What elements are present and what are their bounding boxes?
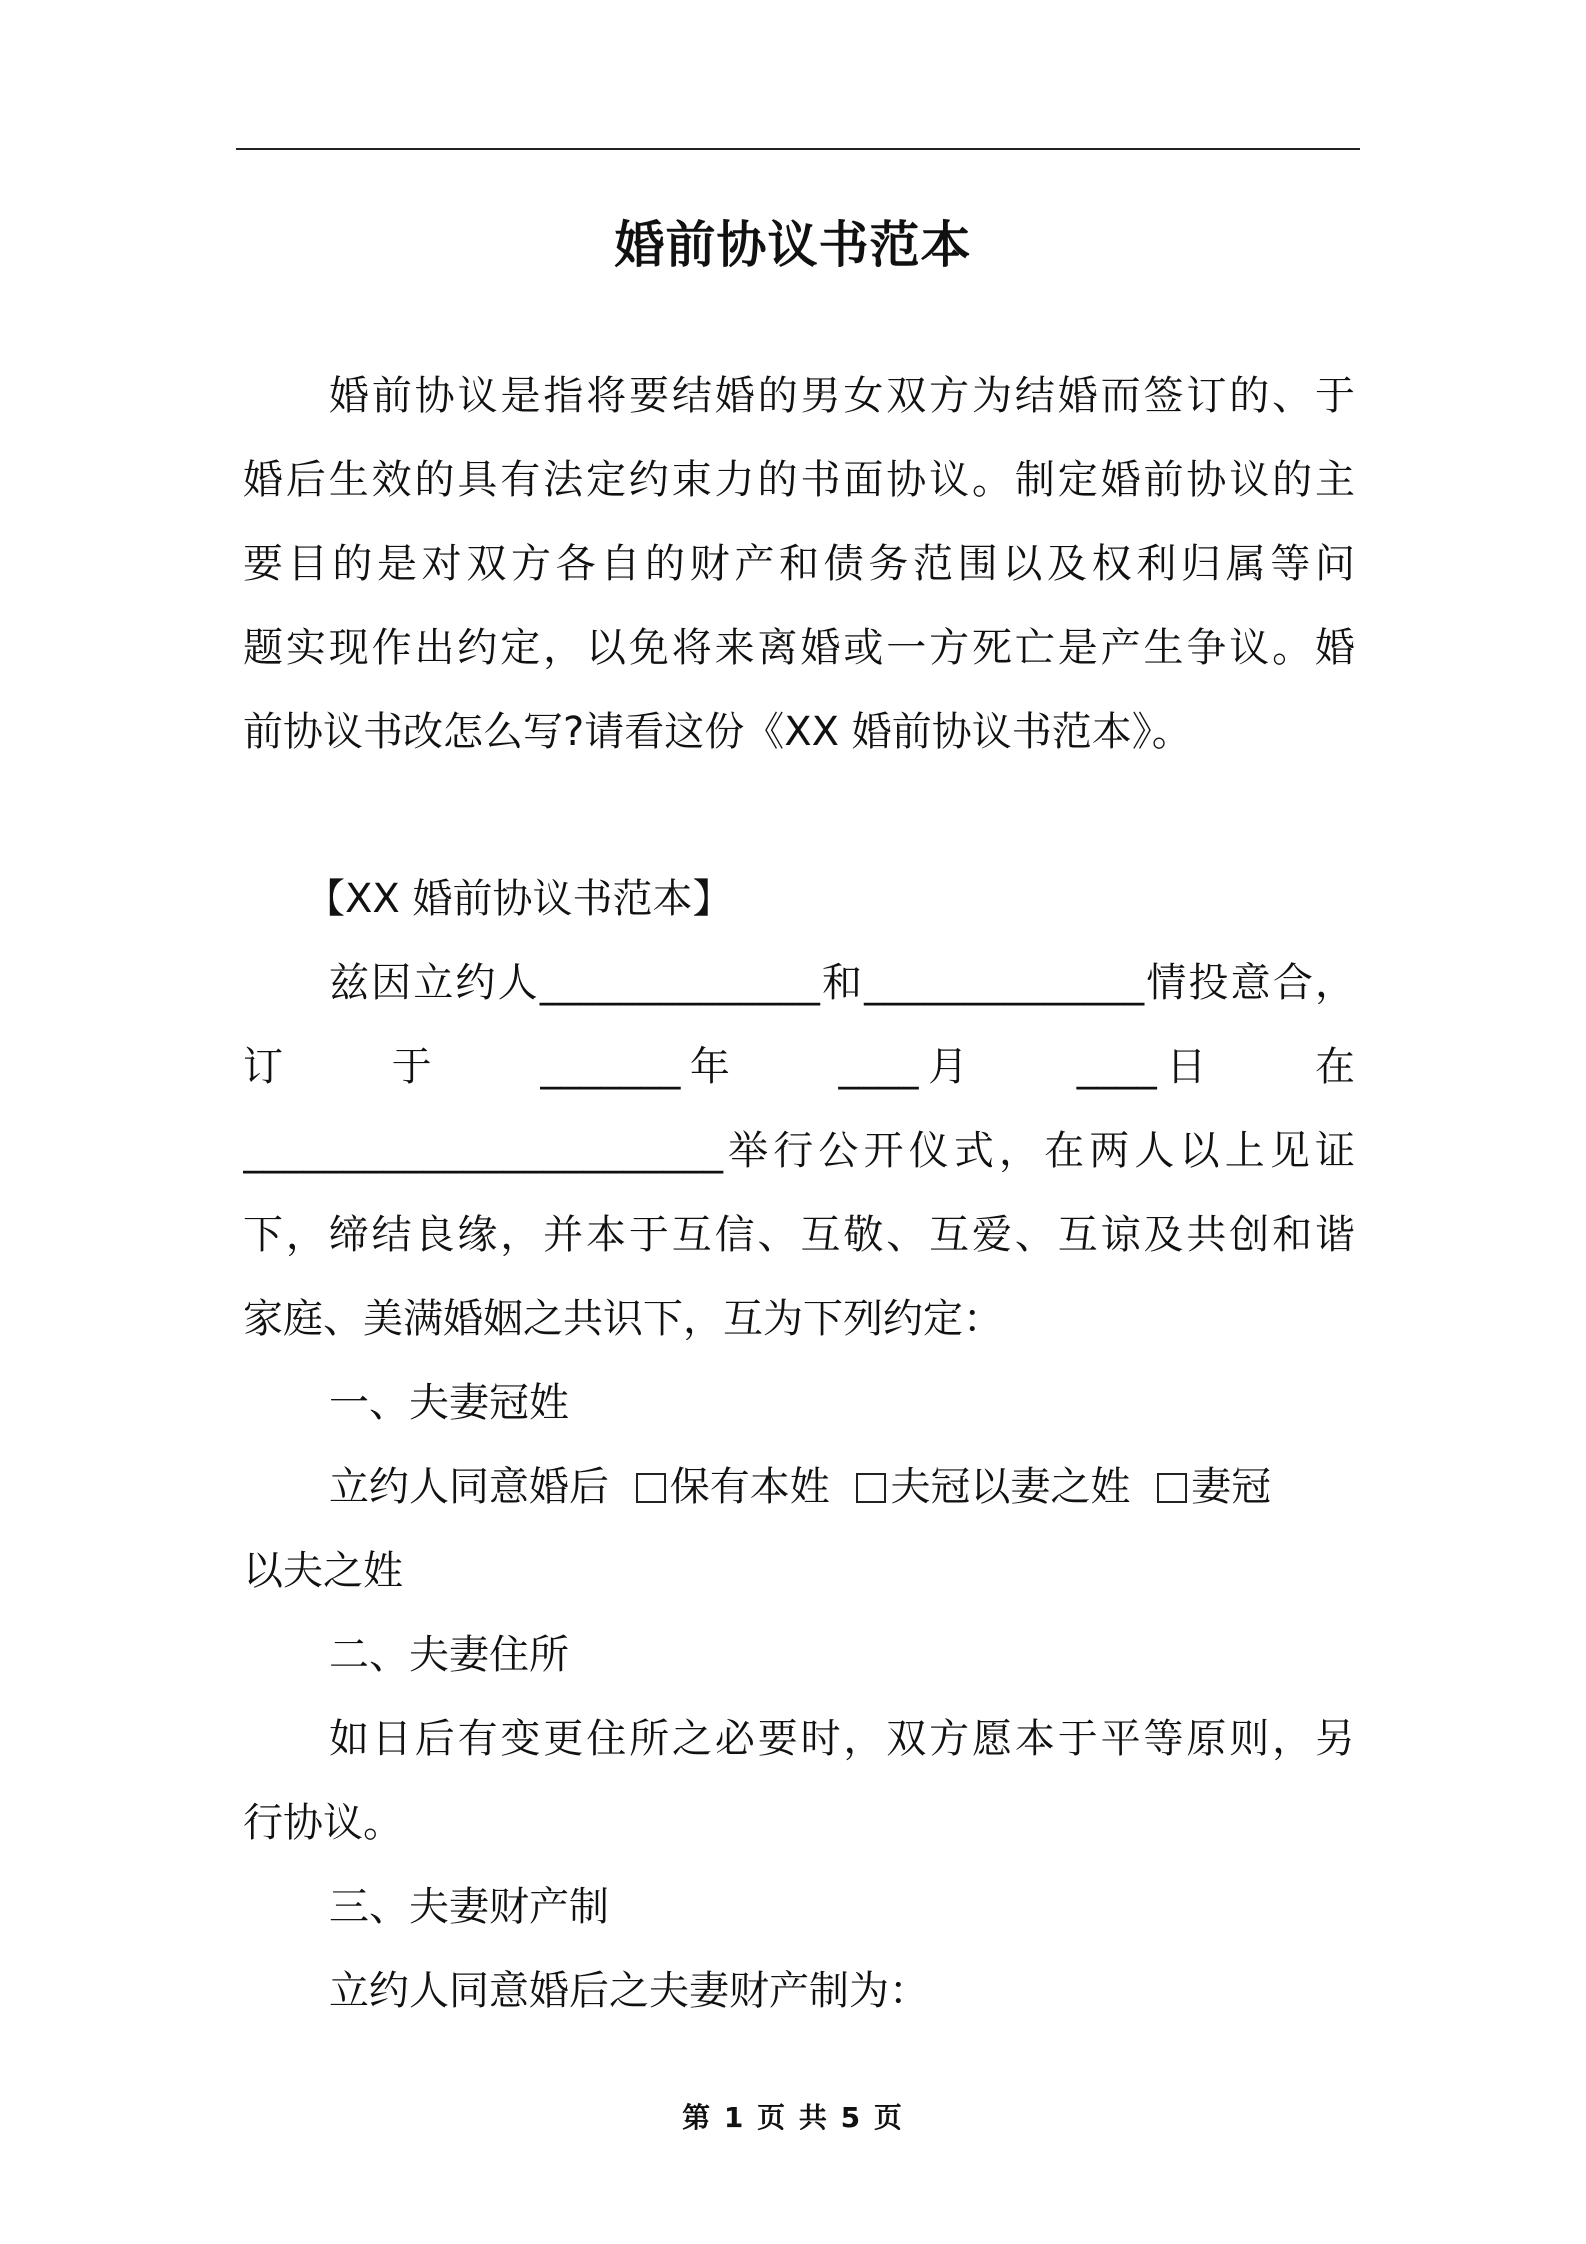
option-wife-takes-husband-surname: 妻冠: [1191, 1464, 1272, 1510]
clause1-options-line: [329, 1459, 1355, 1515]
clause2-line-2: 行协议。: [243, 1800, 403, 1846]
document-title: 婚前协议书范本: [614, 216, 972, 274]
preamble-line-5: 家庭、美满婚姻之共识下，互为下列约定：: [243, 1296, 1003, 1342]
preamble-line-1: 兹因立约人______________和______________情投意合，: [329, 960, 1355, 1006]
checkbox-keep-surname[interactable]: [636, 1473, 666, 1503]
clause1-lead: 立约人同意婚后: [329, 1464, 609, 1510]
intro-line-5: 前协议书改怎么写?请看这份《XX 婚前协议书范本》。: [243, 709, 1192, 755]
intro-line-1: 婚前协议是指将要结婚的男女双方为结婚而签订的、于: [329, 373, 1355, 419]
intro-line-4: 题实现作出约定，以免将来离婚或一方死亡是产生争议。婚: [243, 625, 1355, 671]
clause1-heading: 一、夫妻冠姓: [329, 1380, 569, 1426]
intro-line-2: 婚后生效的具有法定约束力的书面协议。制定婚前协议的主: [243, 457, 1355, 503]
checkbox-husband-takes-wife-surname[interactable]: [856, 1473, 886, 1503]
option-husband-takes-wife-surname: 夫冠以妻之姓: [890, 1464, 1131, 1510]
clause3-heading: 三、夫妻财产制: [329, 1884, 609, 1930]
clause3-line: 立约人同意婚后之夫妻财产制为：: [329, 1968, 929, 2014]
clause2-heading: 二、夫妻住所: [329, 1632, 569, 1678]
checkbox-wife-takes-husband-surname[interactable]: [1157, 1473, 1187, 1503]
preamble-line-2: 订 于 _______年 ____月 ____日 在: [243, 1044, 1355, 1090]
clause2-line-1: 如日后有变更住所之必要时，双方愿本于平等原则，另: [329, 1716, 1355, 1762]
header-rule: [236, 148, 1360, 150]
intro-line-3: 要目的是对双方各自的财产和债务范围以及权利归属等问: [243, 541, 1355, 587]
option-keep-surname: 保有本姓: [669, 1464, 830, 1510]
section-heading: 【XX 婚前协议书范本】: [305, 876, 733, 922]
preamble-line-4: 下，缔结良缘，并本于互信、互敬、互爱、互谅及共创和谐: [243, 1212, 1355, 1258]
preamble-line-3: ________________________举行公开仪式，在两人以上见证: [243, 1128, 1355, 1174]
page-number-footer: 第 1 页 共 5 页: [682, 2101, 904, 2134]
clause1-continuation: 以夫之姓: [243, 1548, 403, 1594]
